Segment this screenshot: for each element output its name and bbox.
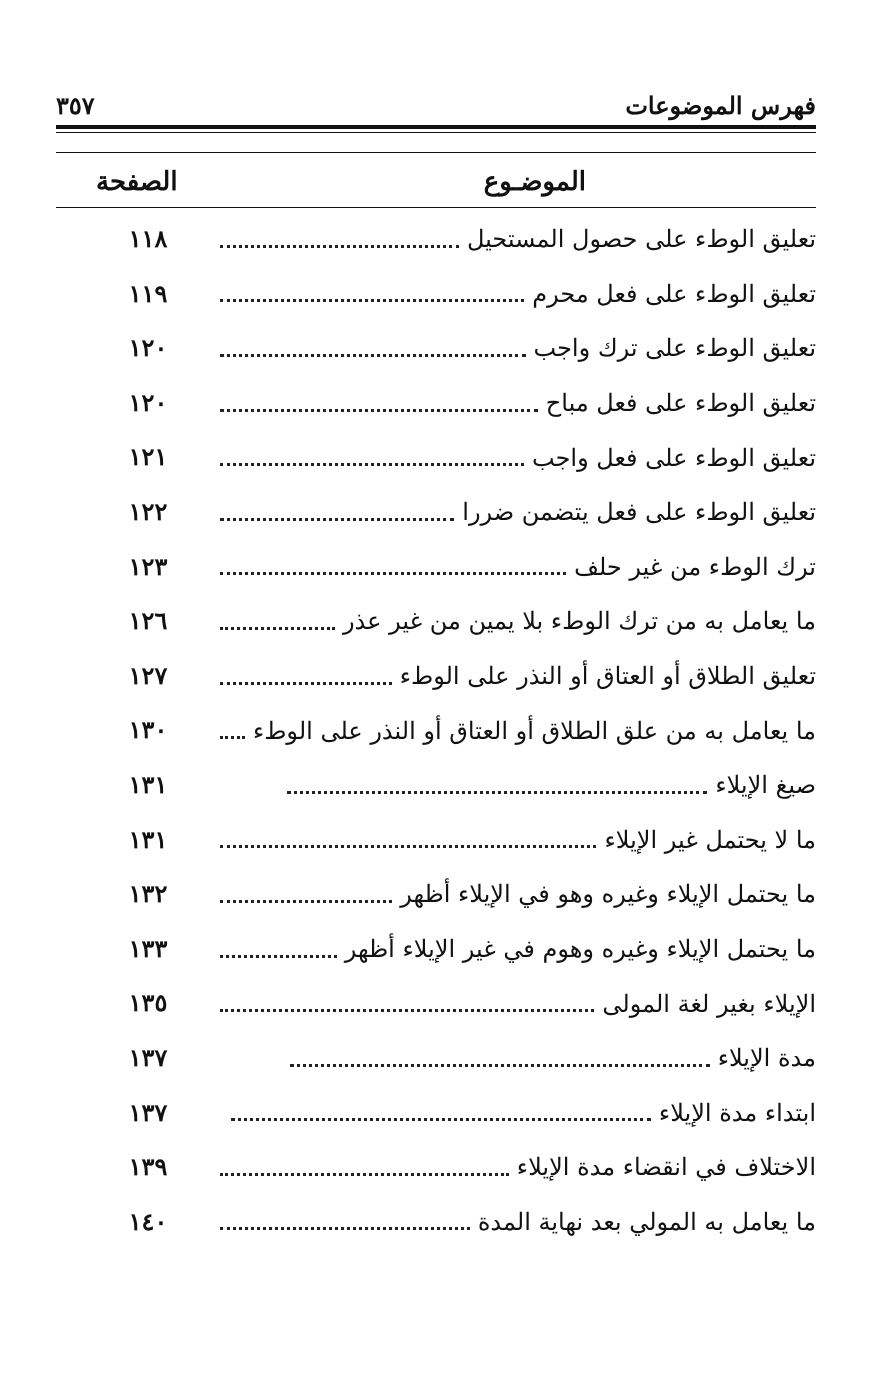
- toc-entry-title: ابتداء مدة الإيلاء: [658, 1098, 816, 1127]
- toc-entry: [56, 267, 816, 322]
- toc-entry-title: ما يحتمل الإيلاء وغيره وهوم في غير الإيلاء أظهر: [344, 935, 816, 964]
- toc-entry-page: ١٢٢: [128, 496, 168, 526]
- toc-entry: [56, 703, 816, 758]
- toc-entry-title: مدة الإيلاء: [717, 1044, 816, 1073]
- toc-entry: [56, 485, 816, 540]
- toc-entry-page: ١٢٠: [128, 387, 168, 417]
- toc-entry: [56, 540, 816, 595]
- leader-dots: [220, 572, 566, 575]
- toc-entry-page: ١٣٩: [128, 1152, 168, 1182]
- toc-entry-page: ١١٨: [128, 224, 168, 253]
- toc-entry-page: ١٣١: [128, 824, 168, 854]
- toc-entry-title: تعليق الوطء على فعل يتضمن ضررا: [462, 498, 816, 527]
- toc-list: [56, 212, 816, 1249]
- leader-dots: [220, 1173, 509, 1176]
- toc-entry: [56, 376, 816, 431]
- toc-entry-title: تعليق الوطء على فعل واجب: [532, 443, 816, 472]
- column-header-top-rule: [56, 152, 816, 153]
- leader-dots: [220, 736, 245, 739]
- toc-entry-title: ما يعامل به المولي بعد نهاية المدة: [477, 1207, 816, 1236]
- toc-entry: [56, 1140, 816, 1195]
- toc-entry-title: ما يحتمل الإيلاء وغيره وهو في الإيلاء أظهر: [400, 880, 816, 909]
- toc-entry: [56, 922, 816, 977]
- toc-entry-title: ما يعامل به من علق الطلاق أو العتاق أو النذر على الوطء: [252, 716, 816, 745]
- toc-entry-title: تعليق الوطء على فعل مباح: [545, 389, 816, 418]
- toc-entry-page: ١٣٠: [128, 715, 168, 745]
- running-header: [56, 88, 816, 124]
- toc-entry-page: ١٣٧: [128, 1097, 168, 1127]
- toc-entry: [56, 758, 816, 813]
- leader-dots: [220, 1227, 470, 1230]
- toc-entry-title: تعليق الطلاق أو العتاق أو النذر على الوطء: [399, 662, 816, 691]
- toc-entry: [56, 649, 816, 704]
- header-rule-thin: [56, 132, 816, 133]
- toc-entry-title: الإيلاء بغير لغة المولى: [602, 989, 816, 1018]
- leader-dots: [220, 463, 524, 466]
- toc-entry-title: ما لا يحتمل غير الإيلاء: [604, 825, 816, 854]
- toc-entry: [56, 430, 816, 485]
- toc-entry: [56, 1195, 816, 1250]
- leader-dots: [220, 409, 538, 412]
- toc-entry-page: ١٢١: [128, 442, 168, 472]
- toc-entry: [56, 321, 816, 376]
- leader-dots: [290, 1064, 710, 1067]
- toc-entry-title: ما يعامل به من ترك الوطء بلا يمين من غير عذر: [342, 607, 816, 636]
- column-headers: [56, 160, 816, 204]
- toc-entry-page: ١٤٠: [128, 1206, 168, 1236]
- toc-entry: [56, 1031, 816, 1086]
- toc-entry-title: تعليق الوطء على فعل محرم: [532, 279, 816, 308]
- toc-entry-page: ١٣٥: [128, 988, 168, 1018]
- column-header-bottom-rule: [56, 207, 816, 208]
- toc-entry-title: تعليق الوطء على حصول المستحيل: [466, 225, 816, 254]
- toc-entry-page: ١٢٧: [128, 660, 168, 690]
- leader-dots: [220, 354, 526, 357]
- toc-entry-page: ١٣١: [128, 769, 168, 799]
- leader-dots: [220, 900, 392, 903]
- leader-dots: [287, 791, 707, 794]
- toc-entry-title: صيغ الإيلاء: [715, 771, 816, 800]
- toc-entry: [56, 594, 816, 649]
- toc-entry: [56, 813, 816, 868]
- toc-entry-title: تعليق الوطء على ترك واجب: [533, 334, 816, 363]
- toc-entry-page: ١٢٣: [128, 551, 168, 581]
- toc-entry: [56, 867, 816, 922]
- leader-dots: [220, 245, 459, 248]
- column-header-page: الصفحة: [96, 167, 178, 197]
- page-number: ٣٥٧: [56, 91, 95, 120]
- toc-entry: [56, 1086, 816, 1141]
- toc-entry-page: ١٢٦: [128, 606, 168, 636]
- toc-entry-page: ١٣٣: [128, 933, 168, 963]
- toc-entry: [56, 212, 816, 267]
- toc-entry-page: ١١٩: [128, 278, 168, 308]
- leader-dots: [220, 682, 392, 685]
- toc-entry-title: الاختلاف في انقضاء مدة الإيلاء: [516, 1153, 816, 1182]
- toc-entry-page: ١٢٠: [128, 333, 168, 363]
- leader-dots: [220, 299, 524, 302]
- header-rule-thick: [56, 125, 816, 129]
- leader-dots: [231, 1118, 651, 1121]
- leader-dots: [220, 955, 337, 958]
- toc-entry: [56, 976, 816, 1031]
- leader-dots: [220, 518, 454, 521]
- running-title: فهرس الموضوعات: [625, 91, 816, 120]
- toc-entry-page: ١٣٧: [128, 1042, 168, 1072]
- leader-dots: [220, 627, 335, 630]
- column-header-topic: الموضـوع: [483, 167, 586, 197]
- toc-entry-page: ١٣٢: [128, 879, 168, 909]
- leader-dots: [220, 845, 596, 848]
- leader-dots: [220, 1009, 594, 1012]
- toc-entry-title: ترك الوطء من غير حلف: [574, 552, 816, 581]
